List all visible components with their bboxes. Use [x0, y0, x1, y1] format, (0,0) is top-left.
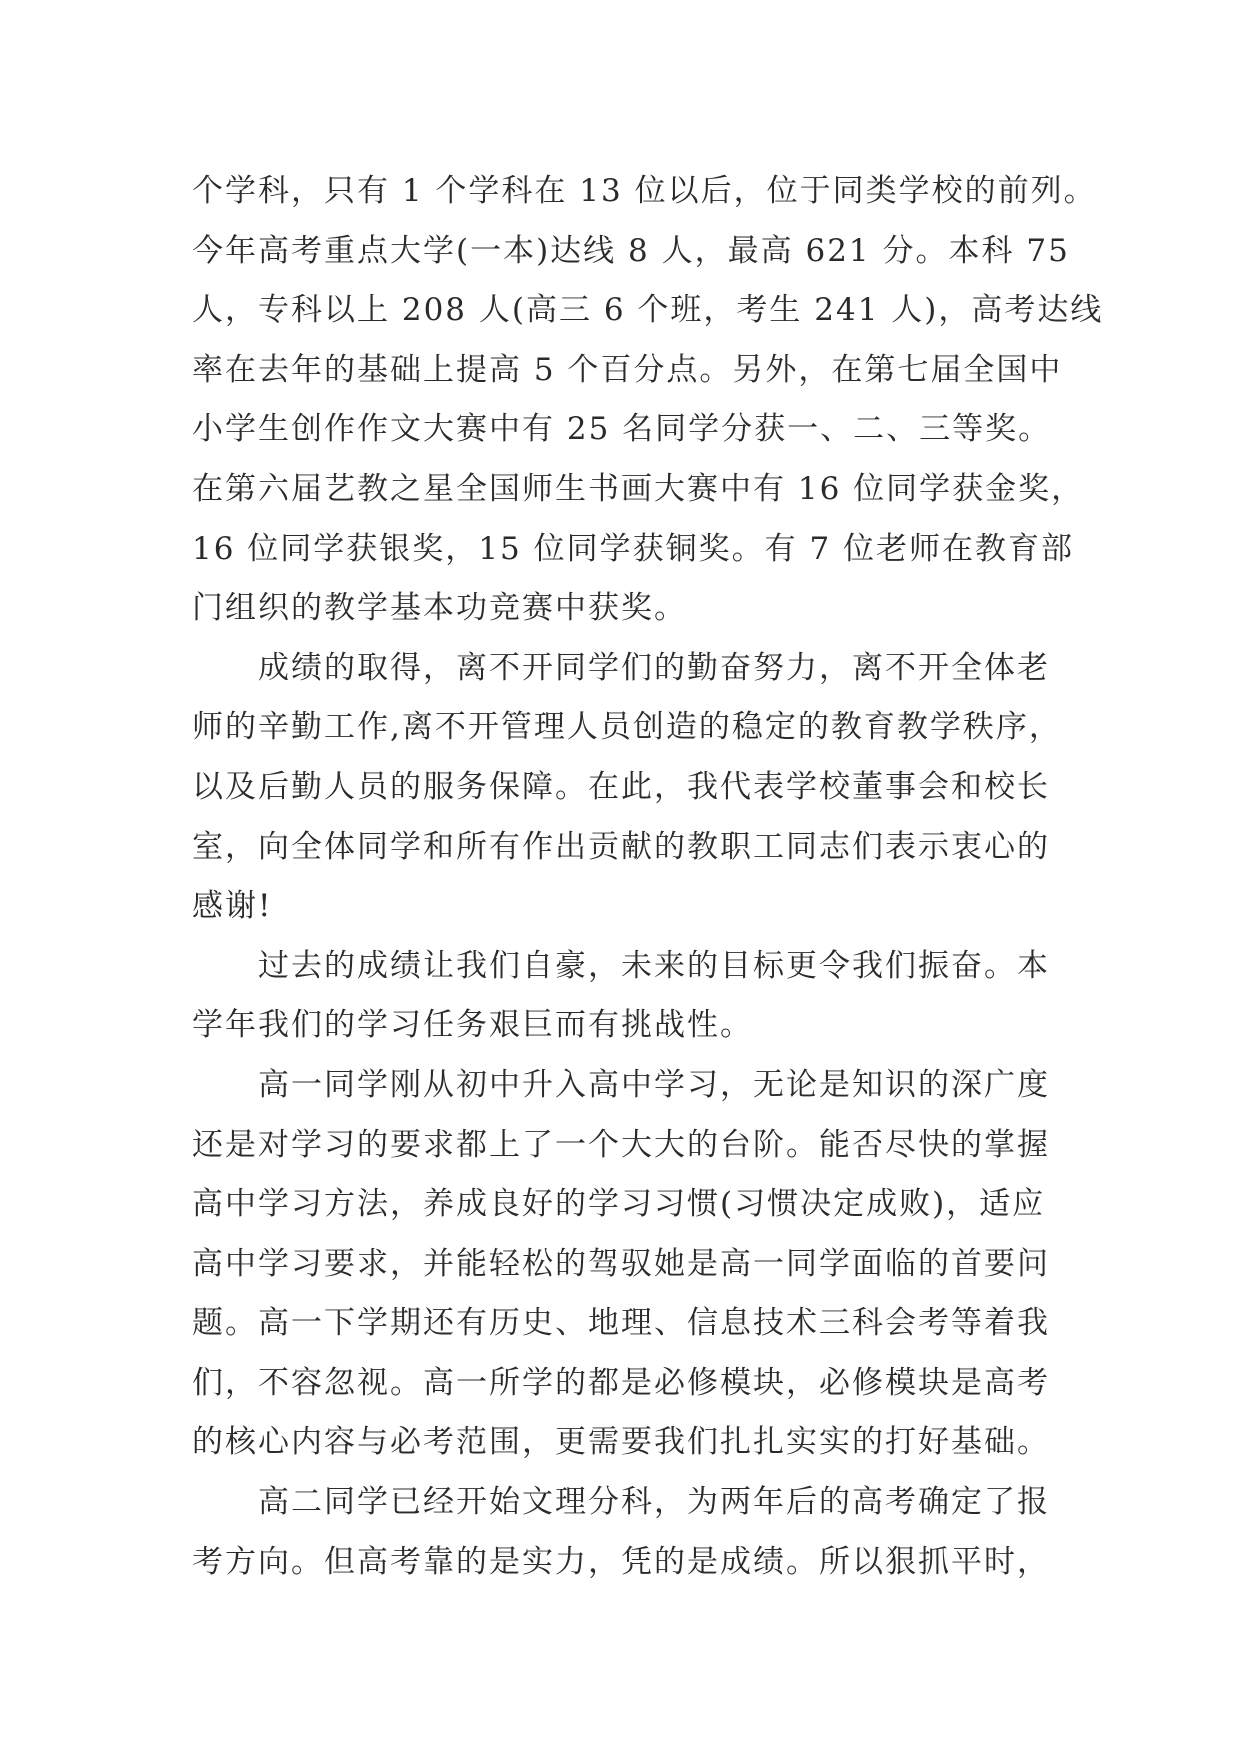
text-line: 人，专科以上 208 人(高三 6 个班，考生 241 人)，高考达线 [192, 292, 1104, 329]
text-line: 率在去年的基础上提高 5 个百分点。另外，在第七届全国中 [192, 351, 1063, 388]
text-line: 过去的成绩让我们自豪，未来的目标更令我们振奋。本 [258, 947, 1050, 984]
text-line: 今年高考重点大学(一本)达线 8 人，最高 621 分。本科 75 [192, 232, 1070, 269]
text-line: 室，向全体同学和所有作出贡献的教职工同志们表示衷心的 [192, 828, 1050, 865]
text-line: 还是对学习的要求都上了一个大大的台阶。能否尽快的掌握 [192, 1126, 1050, 1163]
text-line: 感谢! [192, 888, 273, 925]
text-line: 小学生创作作文大赛中有 25 名同学分获一、二、三等奖。 [192, 411, 1052, 448]
text-line: 高中学习要求，并能轻松的驾驭她是高一同学面临的首要问 [192, 1245, 1050, 1282]
text-line: 高中学习方法，养成良好的学习习惯(习惯决定成败)，适应 [192, 1186, 1046, 1223]
text-line: 成绩的取得，离不开同学们的勤奋努力，离不开全体老 [258, 649, 1050, 686]
paragraph [192, 937, 1072, 1056]
text-line: 学年我们的学习任务艰巨而有挑战性。 [192, 1007, 753, 1044]
text-line: 师的辛勤工作,离不开管理人员创造的稳定的教育教学秩序， [192, 709, 1062, 746]
text-line: 以及后勤人员的服务保障。在此，我代表学校董事会和校长 [192, 768, 1050, 805]
paragraph [192, 639, 1072, 937]
paragraph [192, 162, 1104, 639]
text-line: 高一同学刚从初中升入高中学习，无论是知识的深广度 [258, 1066, 1050, 1103]
text-line: 们，不容忽视。高一所学的都是必修模块，必修模块是高考 [192, 1364, 1050, 1401]
text-line: 在第六届艺教之星全国师生书画大赛中有 16 位同学获金奖， [192, 470, 1085, 507]
text-line: 的核心内容与必考范围，更需要我们扎扎实实的打好基础。 [192, 1424, 1050, 1461]
paragraph [192, 1473, 1072, 1592]
text-line: 门组织的教学基本功竞赛中获奖。 [192, 590, 687, 627]
text-line: 题。高一下学期还有历史、地理、信息技术三科会考等着我 [192, 1305, 1050, 1342]
document-body [192, 162, 1104, 1592]
text-line: 16 位同学获银奖，15 位同学获铜奖。有 7 位老师在教育部 [192, 530, 1075, 567]
text-line: 个学科，只有 1 个学科在 13 位以后，位于同类学校的前列。 [192, 173, 1097, 209]
text-line: 考方向。但高考靠的是实力，凭的是成绩。所以狠抓平时， [192, 1543, 1050, 1580]
text-line: 高二同学已经开始文理分科，为两年后的高考确定了报 [258, 1484, 1050, 1521]
paragraph [192, 1056, 1072, 1473]
